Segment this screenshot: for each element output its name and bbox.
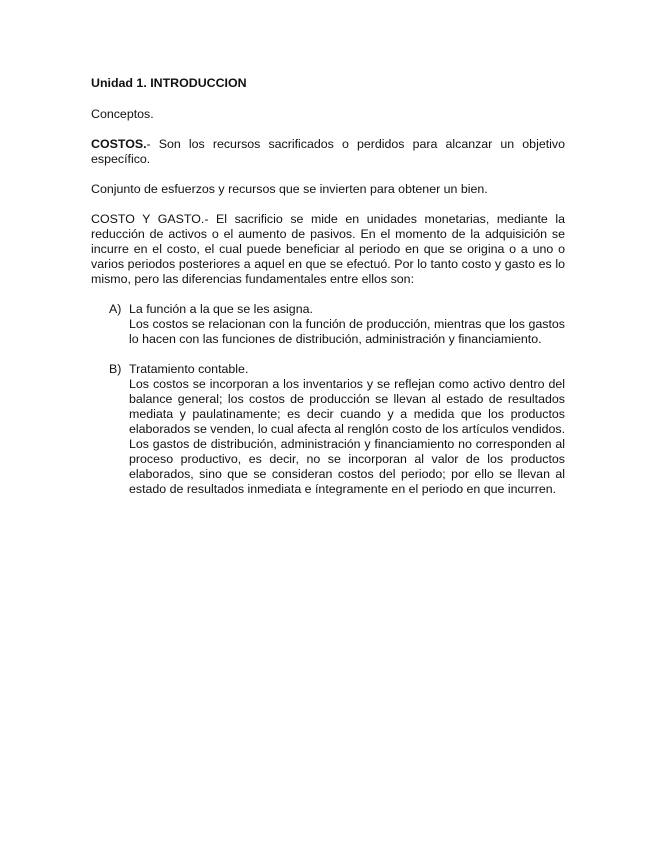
list-item-paragraph: Los costos se relacionan con la función de producción, mientras que los gastos lo hacen con las funciones de distribución, administración y financiamiento.: [129, 317, 565, 346]
costo-gasto-paragraph: COSTO Y GASTO.- El sacrificio se mide en unidades monetarias, mediante la reducción de activos o el aumento de pasivos. En el momento de la adquisición se incurre en el costo, el cual puede beneficiar al periodo en que se origina o a uno o varios periodos posteriores a aquel en que se efectuó. Por lo tanto costo y gasto es lo mismo, pero las diferencias fundamentales entre ellos son:: [91, 212, 565, 286]
document-page: [91, 76, 565, 512]
costos-definition: [91, 137, 565, 167]
list-item-paragraph: Los costos se incorporan a los inventarios y se reflejan como activo dentro del balance general; los costos de producción se llevan al estado de resultados mediata y paulatinamente; es decir cuando y a medida que los productos elaborados se venden, lo cual afecta al renglón costo de los artículos vendidos.: [129, 377, 566, 436]
list-marker: A): [109, 302, 122, 316]
list-item-heading: Tratamiento contable.: [129, 362, 249, 376]
costos-text: - Son los recursos sacrificados o perdidos para alcanzar un objetivo específico.: [91, 137, 565, 166]
differences-list: [91, 302, 565, 497]
concepts-heading: Conceptos.: [91, 107, 154, 121]
list-marker: B): [109, 362, 122, 376]
costos-term: COSTOS.: [91, 137, 147, 151]
list-item-b: [91, 362, 565, 497]
list-item-paragraph: Los gastos de distribución, administración y financiamiento no corresponden al proceso productivo, es decir, no se incorporan al valor de los productos elaborados, sino que se consideran costos del periodo; por ello se llevan al estado de resultados inmediata e íntegramente en el periodo en que incurren.: [129, 437, 565, 496]
list-item-a: [91, 302, 565, 347]
conjunto-paragraph: Conjunto de esfuerzos y recursos que se invierten para obtener un bien.: [91, 182, 488, 196]
list-item-heading: La función a la que se les asigna.: [129, 302, 313, 316]
document-title: Unidad 1. INTRODUCCION: [91, 76, 247, 90]
